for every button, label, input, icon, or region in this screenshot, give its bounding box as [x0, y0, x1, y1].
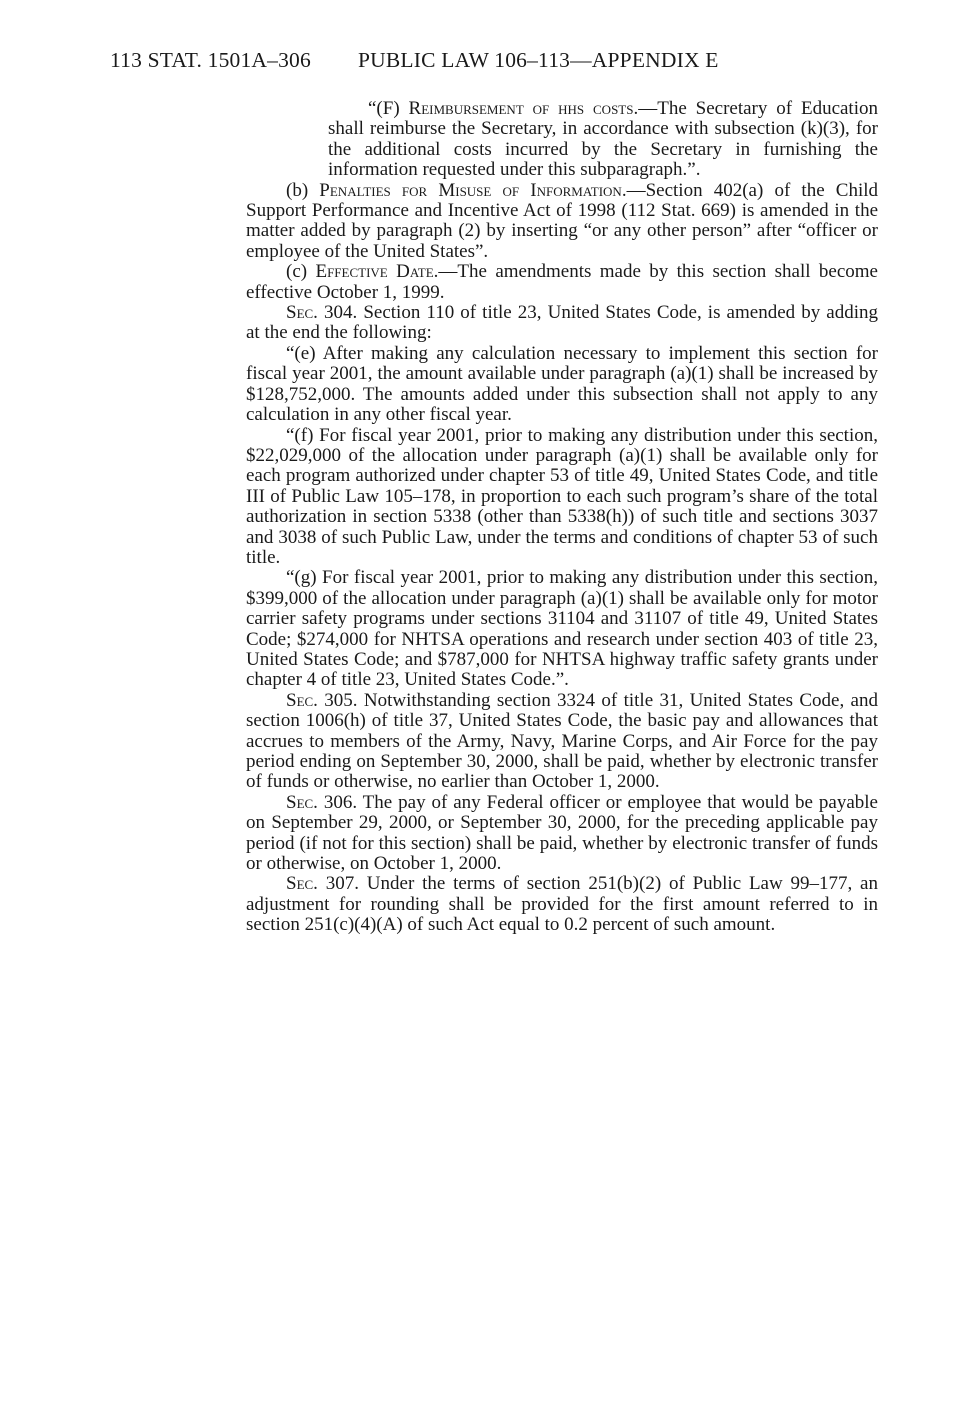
law-title: PUBLIC LAW 106–113—APPENDIX E [358, 48, 719, 72]
paragraph-f-reimbursement [246, 99, 878, 181]
section-heading: Sec. 305. [286, 689, 358, 711]
section-305 [246, 691, 878, 793]
subsection-g [246, 568, 878, 690]
document-body [246, 99, 878, 936]
subsection-e [246, 344, 878, 426]
section-text: Under the terms of section 251(b)(2) of Public Law 99–177, an adjustment for rounding shall be provided for the first amount referred to in section 251(c)(4)(A) of such Act equal to 0.2 percent of such amount. [246, 873, 878, 936]
section-306 [246, 793, 878, 875]
section-heading: Sec. 304. [286, 302, 358, 324]
section-text: The pay of any Federal officer or employee that would be payable on September 29, 2000, or September 30, 2000, for the preceding applicable pay period (if not for this section) shall be paid, whether by electronic transfer of funds or otherwise, on October 1, 2000. [246, 791, 878, 875]
paragraph-text: —The amendments made by this section shall become effective October 1, 1999. [246, 261, 878, 303]
paragraph-text: —The Secretary of Education shall reimburse the Secretary, in accordance with subsection (k)(3), for the additional costs incurred by the Secretary in furnishing the information requested under this subparagraph.”. [328, 98, 878, 181]
paragraph-lead: (b) [286, 179, 320, 201]
paragraph-b-penalties [246, 181, 878, 263]
paragraph-lead: “(F) [368, 98, 409, 119]
subsection-f [246, 426, 878, 569]
paragraph-heading: Penalties for Misuse of Information. [319, 179, 627, 201]
paragraph-text: “(e) After making any calculation necessary to implement this section for fiscal year 2001, the amount available under paragraph (a)(1) shall be increased by $128,752,000. The amounts added under this subsection shall not apply to any calculation in any other fiscal year. [246, 342, 878, 426]
paragraph-text: “(g) For fiscal year 2001, prior to making any distribution under this section, $399,000 of the allocation under paragraph (a)(1) shall be available only for motor carrier safety programs under sections 31104 and 31107 of title 49, United States Code; $274,000 for NHTSA operations and research under section 403 of title 23, United States Code; and $787,000 for NHTSA highway traffic safety grants under chapter 4 of title 23, United States Code.”. [246, 567, 878, 691]
paragraph-text: “(f) For fiscal year 2001, prior to making any distribution under this section, $22,029,000 of the allocation under paragraph (a)(1) shall be available only for each program authorized under chapter 53 of title 49, United States Code, and title III of Public Law 105–178, in proportion to each such program’s share of the total authorization in section 5338 (other than 5338(h)) of such title and sections 3037 and 3038 of such Public Law, under the terms and conditions of chapter 53 of such title. [246, 424, 878, 568]
section-text: Notwithstanding section 3324 of title 31, United States Code, and section 1006(h) of title 37, United States Code, the basic pay and allowances that accrues to members of the Army, Navy, Marine Corps, and Air Force for the pay period ending on September 30, 2000, shall be paid, whether by electronic transfer of funds or otherwise, no earlier than October 1, 2000. [246, 689, 878, 793]
paragraph-heading: Effective Date. [315, 261, 439, 283]
section-307 [246, 874, 878, 935]
section-304 [246, 303, 878, 344]
paragraph-c-effective-date [246, 262, 878, 303]
running-header [110, 48, 719, 73]
section-heading: Sec. 306. [286, 791, 358, 813]
paragraph-heading: Reimbursement of hhs costs. [408, 98, 639, 119]
paragraph-text: —Section 402(a) of the Child Support Performance and Incentive Act of 1998 (112 Stat. 669) is amended in the matter added by paragraph (2) by inserting “or any other person” after “officer or employee of the United States”. [246, 179, 878, 262]
section-heading: Sec. 307. [286, 873, 359, 895]
paragraph-lead: (c) [286, 261, 316, 283]
section-text: Section 110 of title 23, United States Code, is amended by adding at the end the following: [246, 302, 879, 344]
stat-reference: 113 STAT. 1501A–306 [110, 48, 311, 72]
